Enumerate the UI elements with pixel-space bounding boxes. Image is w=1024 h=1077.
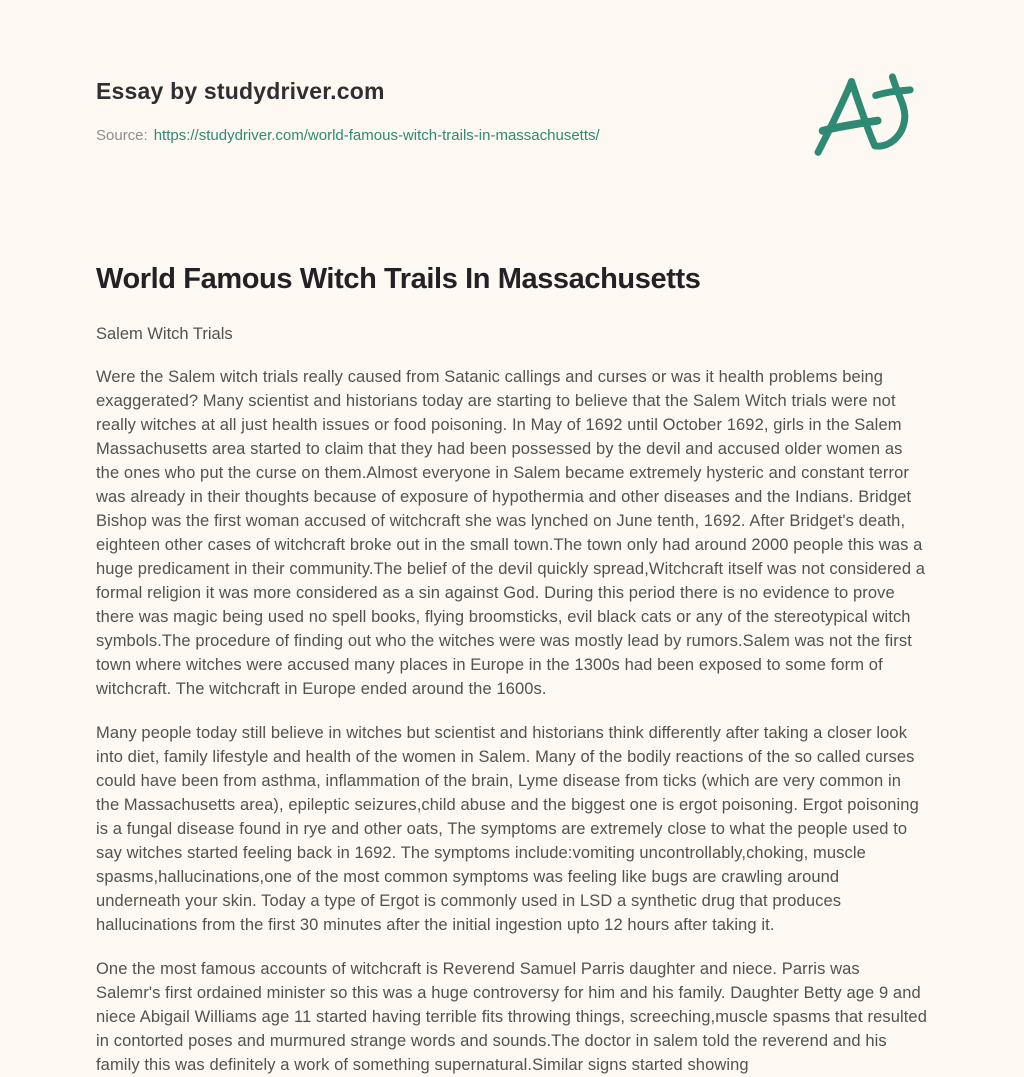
essay-content xyxy=(96,261,928,1077)
a-plus-logo-icon xyxy=(802,62,942,169)
essay-text xyxy=(96,365,928,1077)
essay-title: World Famous Witch Trails In Massachusetts xyxy=(96,263,701,295)
essay-paragraph-1: Were the Salem witch trials really caused from Satanic callings and curses or was it health problems being exaggerated? Many scientist and historians today are starting to believe that the Salem Witch trials were not really witches at all just health issues or food poisoning. In May of 1692 until October 1692, girls in the Salem Massachusetts area started to claim that they had been possessed by the devil and accused older women as the ones who put the curse on them.Almost everyone in Salem became extremely hysteric and constant terror was already in their thoughts because of exposure of hypothermia and other diseases and the Indians. Bridget Bishop was the first woman accused of witchcraft she was lynched on June tenth, 1692. After Bridget's death, eighteen other cases of witchcraft broke out in the small town.The town only had around 2000 people this was a huge predicament in their community.The belief of the devil quickly spread,Witchcraft itself was not considered a formal religion it was more considered as a sin against God. During this period there is no evidence to prove there was magic being used no spell books, flying broomsticks, evil black cats or any of the stereotypical witch symbols.The procedure of finding out who the witches were was mostly lead by rumors.Salem was not the first town where witches were accused many places in Europe in the 1300s had been exposed to some form of witchcraft. The witchcraft in Europe ended around the 1600s. xyxy=(96,368,926,698)
header-title: Essay by studydriver.com xyxy=(96,78,385,104)
source-url-link[interactable]: https://studydriver.com/world-famous-witch-trails-in-massachusetts/ xyxy=(153,127,600,144)
essay-subtitle: Salem Witch Trials xyxy=(96,325,233,343)
essay-paragraph-3: One the most famous accounts of witchcraft is Reverend Samuel Parris daughter and niece. Parris was Salemr's first ordained minister so this was a huge controversy for him and his family. Daughter Betty age 9 and niece Abigail Williams age 11 started having terrible fits throwing things, screeching,muscle spasms that resulted in contorted poses and murmured strange words and sounds.The doctor in salem told the reverend and his family this was definitely a work of something supernatural.Similar signs started showing xyxy=(96,960,927,1074)
studydriver-logo xyxy=(802,62,942,169)
source-line xyxy=(96,127,600,144)
header-text-block xyxy=(96,62,600,144)
essay-paragraph-2: Many people today still believe in witches but scientist and historians think differently after taking a closer look into diet, family lifestyle and health of the women in Salem. Many of the bodily reactions of the so called curses could have been from asthma, inflammation of the brain, Lyme disease from ticks (which are very common in the Massachusetts area), epileptic seizures,child abuse and the biggest one is ergot poisoning. Ergot poisoning is a fungal disease found in rye and other oats, The symptoms are extremely close to what the people used to say witches started feeling back in 1692. The symptoms include:vomiting uncontrollably,choking, muscle spasms,hallucinations,one of the most common symptoms was feeling like bugs are crawling around underneath your skin. Today a type of Ergot is commonly used in LSD a synthetic drug that produces hallucinations from the first 30 minutes after the initial ingestion upto 12 hours after taking it. xyxy=(96,724,919,934)
source-label: Source: xyxy=(96,127,148,144)
page-header xyxy=(96,62,928,169)
